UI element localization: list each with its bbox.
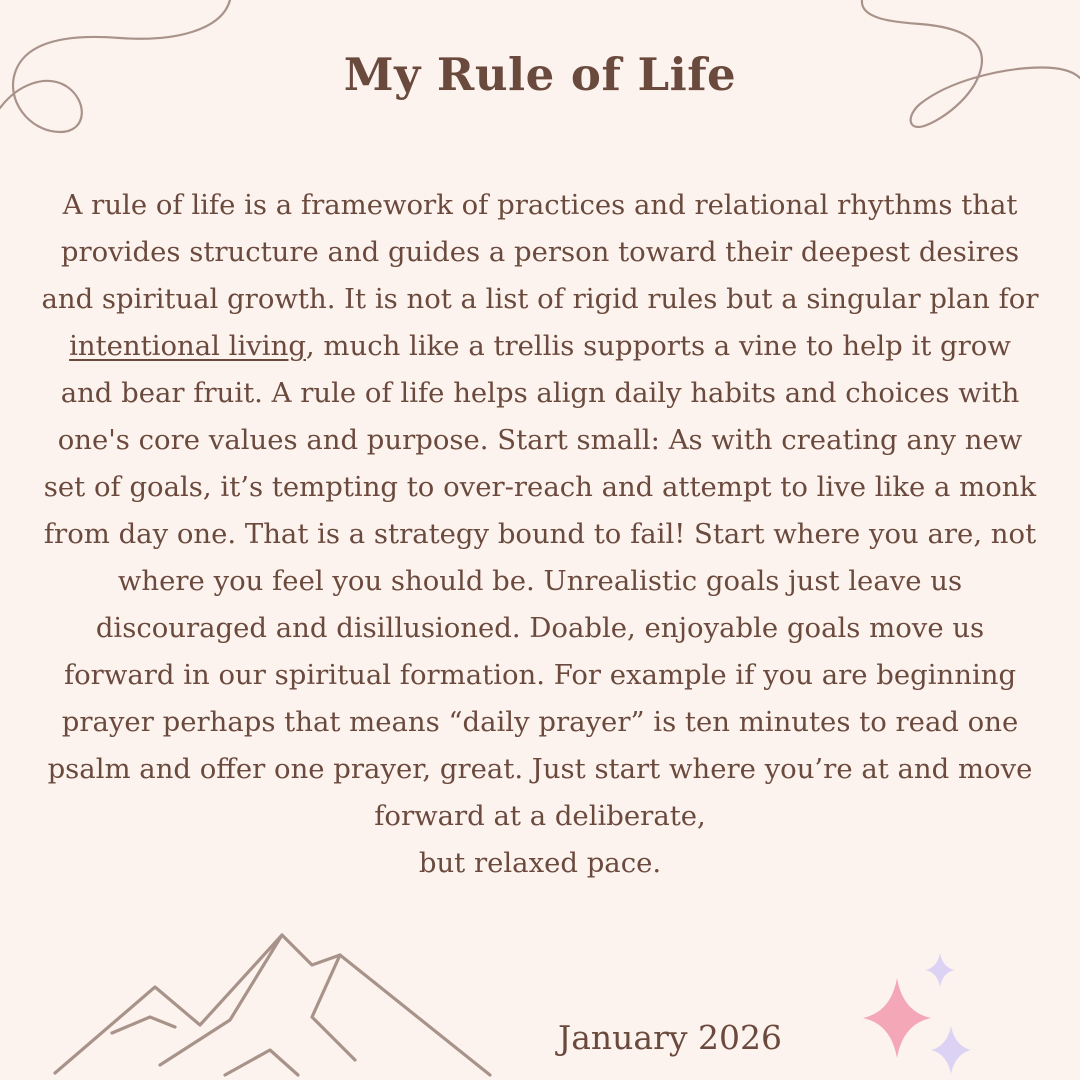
sparkles-icon bbox=[855, 950, 985, 1080]
date-label: January 2026 bbox=[558, 1018, 782, 1057]
body-text-continued: , much like a trellis supports a vine to help it grow and bear fruit. A rule of life helps align daily habits and choices with one's core values and purpose. Start small: As with creating any new set of goals, it’s tempting to over-reach and attempt to live like a monk from day one. That is a strategy bound to fail! Start where you are, not where you feel you should be. Unrealistic goals just leave us discouraged and disillusioned. Doable, enjoyable goals move us forward in our spiritual formation. For example if you are beginning prayer perhaps that means “daily prayer” is ten minutes to read one psalm and offer one prayer, great. Just start where you’re at and move forward at a deliberate, bbox=[43, 330, 1037, 832]
body-text-last-line: but relaxed pace. bbox=[418, 847, 662, 879]
mountains-icon bbox=[50, 925, 500, 1080]
page-title: My Rule of Life bbox=[343, 48, 737, 101]
intentional-living-link[interactable]: intentional living bbox=[69, 330, 306, 362]
body-paragraph bbox=[40, 182, 1040, 887]
body-text-start: A rule of life is a framework of practices and relational rhythms that provides structure and guides a person toward their deepest desires and spiritual growth. It is not a list of rigid rules but a singular plan for bbox=[41, 189, 1039, 315]
